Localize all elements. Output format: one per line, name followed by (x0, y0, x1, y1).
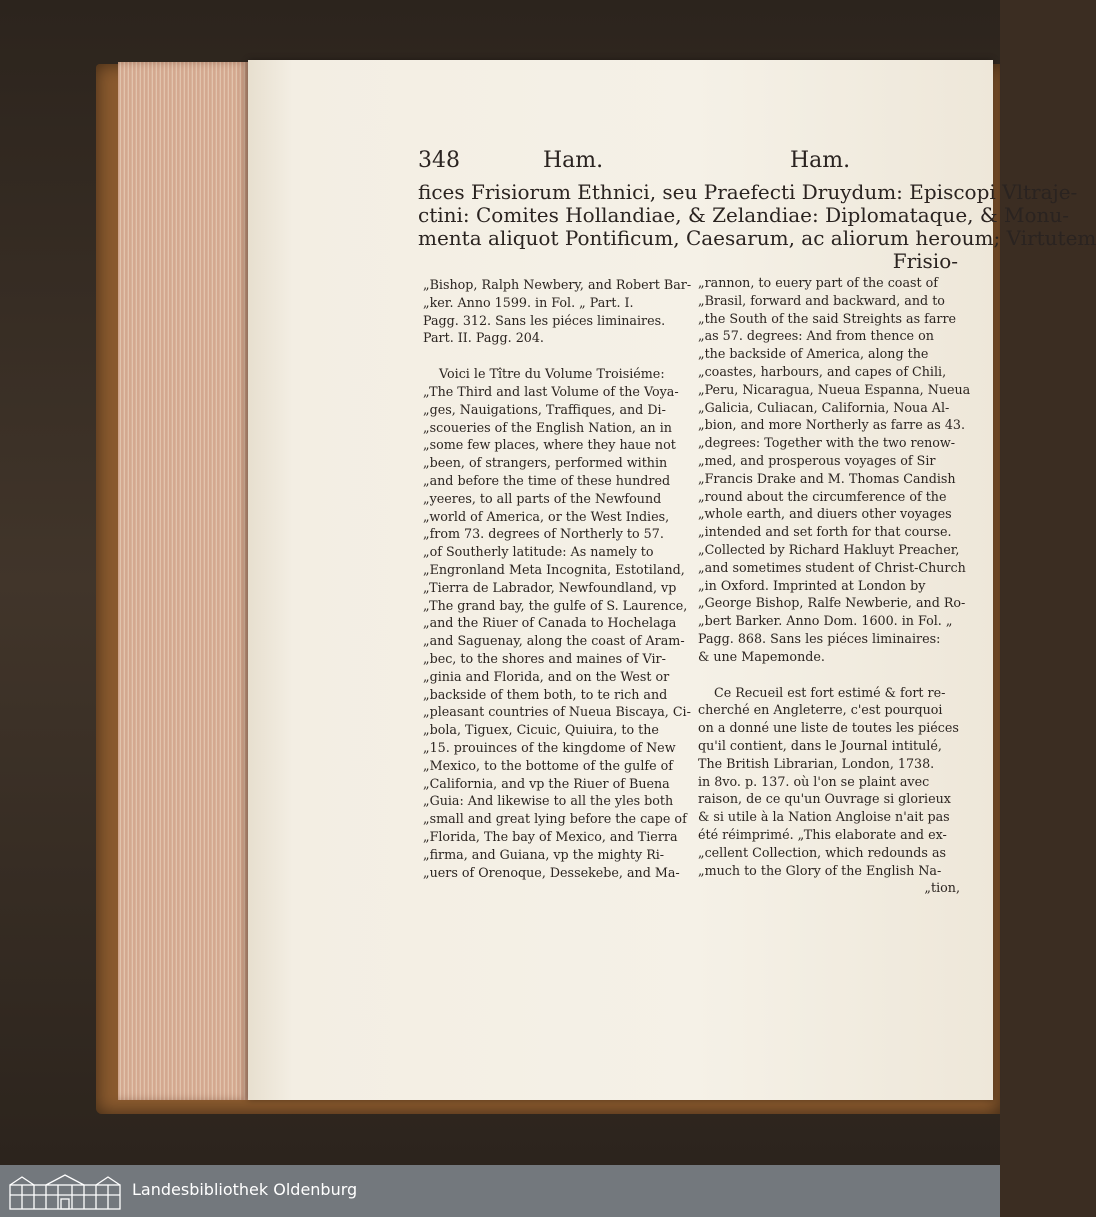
text-line: „Francis Drake and M. Thomas Candish (698, 470, 956, 486)
running-head-left: Ham. (543, 148, 604, 173)
text-line: & si utile à la Nation Angloise n'ait pas (698, 809, 950, 825)
text-line: „bec, to the shores and maines of Vir- (423, 650, 666, 666)
text-line: „George Bishop, Ralfe Newberie, and Ro- (698, 595, 966, 611)
text-line: „ker. Anno 1599. in Fol. „ Part. I. (423, 294, 634, 310)
text-line: „in Oxford. Imprinted at London by (698, 577, 926, 593)
text-line: „Collected by Richard Hakluyt Preacher, (698, 541, 960, 557)
text-line: „the backside of America, along the (698, 346, 929, 362)
page-number: 348 (418, 148, 460, 173)
text-line: „and the Riuer of Canada to Hochelaga (423, 615, 677, 631)
text-line: raison, de ce qu'un Ouvrage si glorieux (698, 791, 951, 807)
text-line: The British Librarian, London, 1738. (698, 755, 935, 771)
text-line: „med, and prosperous voyages of Sir (698, 452, 936, 468)
text-line: „Tierra de Labrador, Newfoundland, vp (423, 579, 677, 595)
text-line: „some few places, where they haue not (423, 437, 676, 453)
text-line: „rannon, to euery part of the coast of (698, 275, 938, 290)
library-name: Landesbibliothek Oldenburg (132, 1180, 358, 1199)
text-line: cherché en Angleterre, c'est pourquoi (698, 702, 943, 718)
text-line: „The grand bay, the gulfe of S. Laurence, (423, 597, 688, 613)
text-line: „uers of Orenoque, Dessekebe, and Ma- (423, 864, 680, 880)
text-line: „Peru, Nicaragua, Nueua Espanna, Nueua (698, 381, 971, 397)
text-line: „the South of the said Streights as farre (698, 310, 957, 326)
text-line: été réimprimé. „This elaborate and ex- (698, 826, 947, 842)
text-line: „pleasant countries of Nueua Biscaya, Ci- (423, 704, 691, 720)
text-line: „The Third and last Volume of the Voya- (423, 383, 679, 399)
text-line: „of Southerly latitude: As namely to (423, 544, 654, 560)
text-line: „Engronland Meta Incognita, Estotiland, (423, 561, 685, 577)
text-line: „round about the circumference of the (698, 488, 947, 504)
text-line: Pagg. 312. Sans les piéces liminaires. (423, 312, 666, 328)
text-line: Ce Recueil est fort estimé & fort re- (714, 684, 946, 700)
left-column (423, 276, 692, 881)
text-line: „degrees: Together with the two renow- (698, 435, 956, 451)
title-line: menta aliquot Pontificum, Caesarum, ac aliorum heroum; Virtutem (418, 226, 1096, 250)
text-line: „bert Barker. Anno Dom. 1600. in Fol. „ (698, 613, 953, 629)
text-line: „Florida, The bay of Mexico, and Tierra (423, 828, 678, 844)
text-line: „backside of them both, to te rich and (423, 686, 668, 702)
text-line: Voici le Tître du Volume Troisiéme: (439, 366, 665, 382)
text-line: „Guia: And likewise to all the yles both (423, 793, 674, 809)
title-block (418, 180, 1096, 273)
text-line: & une Mapemonde. (698, 648, 825, 664)
text-line: „ginia and Florida, and on the West or (423, 668, 670, 684)
running-head-right: Ham. (790, 148, 851, 173)
text-line: „coastes, harbours, and capes of Chili, (698, 363, 947, 379)
text-line: „as 57. degrees: And from thence on (698, 328, 934, 344)
title-line: fices Frisiorum Ethnici, seu Praefecti Druydum: Episcopi Vltraje- (418, 180, 1078, 204)
text-line: „tion, (924, 880, 960, 896)
text-line: „15. prouinces of the kingdome of New (423, 739, 676, 755)
page-edges (118, 62, 250, 1100)
text-line: „cellent Collection, which redounds as (698, 844, 947, 860)
right-column (698, 274, 971, 897)
text-line: „world of America, or the West Indies, (423, 508, 670, 524)
title-line: ctini: Comites Hollandiae, & Zelandiae: Diplomataque, & Monu- (418, 203, 1070, 227)
text-line: „from 73. degrees of Northerly to 57. (423, 526, 664, 542)
text-line: in 8vo. p. 137. où l'on se plaint avec (698, 773, 930, 789)
text-line: „bola, Tiguex, Cicuic, Quiuira, to the (423, 722, 659, 738)
text-line: „California, and vp the Riuer of Buena (423, 775, 670, 791)
title-line: Frisio- (892, 249, 958, 273)
text-line: „yeeres, to all parts of the Newfound (423, 490, 662, 506)
library-building-icon (8, 1173, 122, 1211)
text-line: „and before the time of these hundred (423, 472, 671, 488)
text-line: qu'il contient, dans le Journal intitulé, (698, 737, 942, 753)
text-line: „scoueries of the English Nation, an in (423, 419, 672, 435)
text-line: on a donné une liste de toutes les piéces (698, 720, 959, 736)
text-line: Pagg. 868. Sans les piéces liminaires: (698, 630, 941, 646)
text-line: „ges, Nauigations, Traffiques, and Di- (423, 401, 666, 417)
text-line: Part. II. Pagg. 204. (423, 330, 544, 346)
text-line: „been, of strangers, performed within (423, 455, 668, 471)
paragraph-gap (698, 666, 960, 684)
running-header (0, 148, 1000, 182)
text-line: „bion, and more Northerly as farre as 43. (698, 417, 966, 433)
text-line: „small and great lying before the cape of (423, 811, 687, 827)
text-line: „Galicia, Culiacan, California, Noua Al- (698, 399, 950, 415)
text-line: „Brasil, forward and backward, and to (698, 292, 945, 308)
text-line: „intended and set forth for that course. (698, 524, 952, 540)
text-line: „firma, and Guiana, vp the mighty Ri- (423, 846, 665, 862)
text-line: „and Saguenay, along the coast of Aram- (423, 633, 685, 649)
text-line: „much to the Glory of the English Na- (698, 862, 942, 878)
text-line: „Bishop, Ralph Newbery, and Robert Bar- (423, 277, 692, 292)
text-line: „and sometimes student of Christ-Church (698, 559, 966, 575)
text-line: „whole earth, and diuers other voyages (698, 506, 952, 522)
text-line: „Mexico, to the bottome of the gulfe of (423, 757, 673, 773)
paragraph-gap (423, 347, 685, 365)
